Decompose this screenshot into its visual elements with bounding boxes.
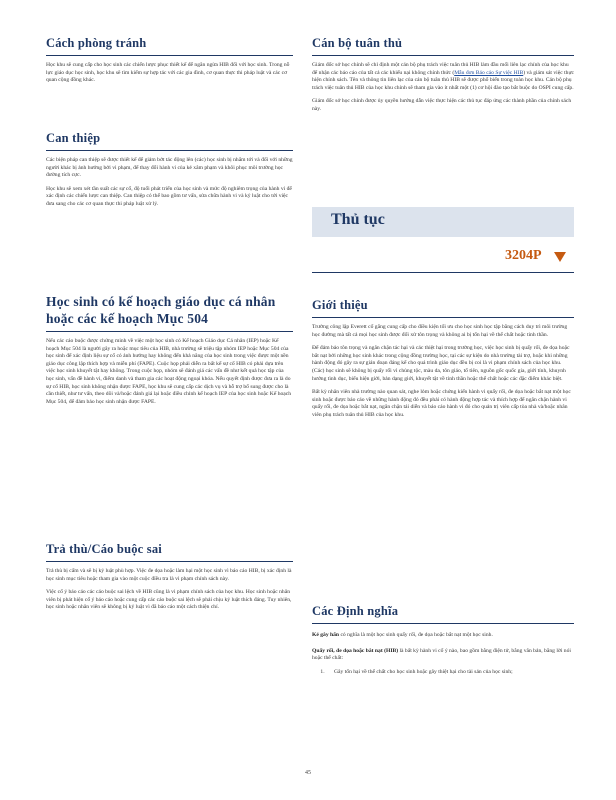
section-iep-504 [46, 293, 293, 412]
banner-title: Thủ tục [331, 211, 385, 228]
section-compliance-officer [312, 36, 574, 120]
procedure-banner [312, 207, 574, 237]
section-prevention [46, 36, 293, 91]
paragraph: Để đảm bảo tôn trọng và ngăn chặn tác hại và các thiệt hại trong trường học, việc học sinh bị quấy rối, đe dọa hoặc bắt nạt bởi những học sinh khác trong cộng đồng trường học, tại các sự kiện do nhà trường tài trợ, hoặc khi những hành động đó gây ra sự gián đoạn đáng kể cho quá trình giáo dục đều bị coi là vi phạm chính sách của học khu. (Các) học sinh sẽ không bị quấy rối vì chủng tộc, màu da, tôn giáo, tổ tiên, nguồn gốc quốc gia, giới tính, khuynh hướng tình dục, biểu hiện giới, bản dạng giới, khuyết tật về tinh thần hoặc thể chất hoặc các đặc điểm khác biệt. [312, 345, 570, 382]
section-rule [46, 150, 293, 151]
section-rule [312, 623, 574, 624]
incident-report-link[interactable]: Mẫu đơn Báo cáo Sự việc HIB [454, 69, 524, 76]
paragraph: Bất kỳ nhân viên nhà trường nào quan sát, nghe lỏm hoặc chứng kiến hành vi quấy rối, đe dọa hoặc bắt nạt một học sinh hoặc được báo cáo về những hành động đó đều phải có hành động hợp tác và thích hợp để ngăn chặn hành vi quấy rối, đe dọa hoặc bắt nạt, ngăn chặn tái diễn và báo cáo hành vi đó cho quản trị viên cấp tòa nhà và/hoặc nhân viên phụ trách tuân thủ HIB của học khu. [312, 389, 571, 418]
list-item: 1. Gây tổn hại về thể chất cho học sinh hoặc gây thiệt hại cho tài sản của học sinh; [326, 669, 574, 677]
paragraph [312, 62, 574, 92]
section-title: Cán bộ tuân thủ [312, 36, 403, 50]
text: Giám đốc sở học chính sẽ chỉ định một cán bộ phụ trách việc tuân thủ HIB làm đầu mối liên lạc chính của học khu để nhận các báo cáo của tất cả các khiếu nại không chính thức ( [312, 62, 569, 76]
section-title: Trả thù/Cáo buộc sai [46, 542, 162, 556]
section-title: Can thiệp [46, 131, 101, 145]
definition-term: Kẻ gây hấn [312, 632, 340, 638]
definition-list [312, 669, 574, 677]
paragraph: Việc cố ý báo cáo các cáo buộc sai lệch về HIB cũng là vi phạm chính sách của học khu. Học sinh hoặc nhân viên bị phát hiện cố ý báo cáo hoặc cung cấp các cáo buộc sai lệch sẽ phải chịu kỷ luật thích đáng. Tuy nhiên, học sinh hoặc nhân viên sẽ không bị kỷ luật vì đã báo cáo một cách thiện chí. [46, 589, 292, 611]
paragraph: Nếu các cáo buộc được chứng minh về việc một học sinh có Kế hoạch Giáo dục Cá nhân (IEP) hoặc Kế hoạch Mục 504 là người gây ra hoặc mục tiêu của HIB, nhà trường sẽ triệu tập nhóm IEP hoặc Mục 504 của học sinh để xác định liệu sự cố có ảnh hưởng hay không đến khả năng của học sinh trong việc được một nền giáo dục công lập thích hợp và miễn phí (FAPE). Cuộc họp phải diễn ra bất kể sự cố HIB có phải dựa trên việc học sinh khuyết tật hay không. Trong cuộc họp, nhóm sẽ đánh giá các vấn đề như kết quả học tập của học sinh, vấn đề hành vi, điểm danh và tham gia các hoạt động ngoại khóa. Nếu quyết định được đưa ra là do sự cố HIB, học sinh không nhận được FAPE, học khu sẽ cung cấp các dịch vụ và hỗ trợ bổ sung được cho là cần thiết, như tư vấn, theo dõi và/hoặc đánh giá lại hoặc điều chỉnh kế hoạch IEP của học sinh hoặc Kế hoạch Mục 504, để đảm bảo học sinh nhận được FAPE. [46, 338, 292, 405]
section-rule [312, 317, 574, 318]
paragraph: Học khu sẽ cung cấp cho học sinh các chiến lược phục thiết kế để ngăn ngừa HIB đối với học sinh. Trong nỗ lực giáo dục học sinh, học khu sẽ tìm kiếm sự hợp tác với các gia đình, cơ quan thực thi pháp luật và các cơ quan cộng đồng khác. [46, 62, 290, 84]
policy-code: 3204P [505, 248, 542, 263]
text: ) và giám sát việc thực hiện chính sách. Tên và thông tin liên lạc của cán bộ tuân thủ HIB sẽ được phổ biến trong toàn học khu. Cán bộ phụ trách việc tuân thủ HIB của học khu chính sẽ tham gia vào ít nhất một (1) cơ hội đào tạo bắt buộc do OSPI cung cấp. [312, 69, 574, 91]
paragraph: Học khu sẽ xem xét tần suất các sự cố, độ tuổi phát triển của học sinh và mức độ nghiêm trọng của hành vi để xác định các chiến lược can thiệp. Can thiệp có thể bao gồm tư vấn, sửa chữa hành vi và kỷ luật cho tới việc đưa sang cho các cơ quan thực thi pháp luật xử lý. [46, 185, 292, 207]
paragraph: Trường công lập Everett cố gắng cung cấp cho điều kiện tối ưu cho học sinh học tập bằng cách duy trì môi trường học đường mà tất cả mọi học sinh được đối xử tôn trọng và không ai bị tổn hại về thể chất hoặc tinh thần. [312, 324, 568, 338]
definition [312, 632, 574, 640]
paragraph: Giám đốc sở học chính được ủy quyền hướng dẫn việc thực hiện các thủ tục đáp ứng các thành phần của chính sách này. [312, 98, 572, 112]
page-number: 45 [305, 770, 311, 776]
definition-term: Quấy rối, đe dọa hoặc bắt nạt (HIB) [312, 647, 399, 654]
section-introduction [312, 298, 574, 426]
section-title: Các Định nghĩa [312, 604, 399, 618]
section-title: Học sinh có kế hoạch giáo dục cá nhân hoặc các kế hoạch Mục 504 [46, 294, 276, 326]
definition-text: có nghĩa là một học sinh quấy rối, đe dọa hoặc bắt nạt một học sinh. [339, 632, 493, 638]
paragraph: Các biện pháp can thiệp sẽ được thiết kế để giảm bớt tác động lên (các) học sinh bị nhắm tới và đối với những người khác bị ảnh hưởng bởi vi phạm, để thay đổi hành vi của kẻ xâm phạm và khôi phục môi trường học đường tích cực. [46, 157, 293, 179]
definition-text: là bất kỳ hành vi cố ý nào, bao gồm bằng điện tử, bằng văn bản, bằng lời nói hoặc thể chất: [312, 647, 571, 662]
section-intervention [46, 131, 293, 215]
section-definitions [312, 604, 574, 676]
section-rule [312, 55, 574, 56]
section-rule [46, 55, 293, 56]
section-rule [46, 331, 293, 332]
section-title: Giới thiệu [312, 298, 368, 312]
code-rule [312, 272, 574, 273]
paragraph: Trả thù bị cấm và sẽ bị kỷ luật phù hợp. Việc đe dọa hoặc làm hại một học sinh vì báo cáo HIB, bị xác định là học sinh mục tiêu hoặc tham gia vào một cuộc điều tra là vi phạm chính sách này. [46, 568, 292, 582]
section-title: Cách phòng tránh [46, 36, 147, 50]
definition [312, 648, 574, 663]
triangle-down-icon [554, 252, 566, 262]
section-rule [46, 561, 293, 562]
section-retaliation [46, 542, 293, 618]
